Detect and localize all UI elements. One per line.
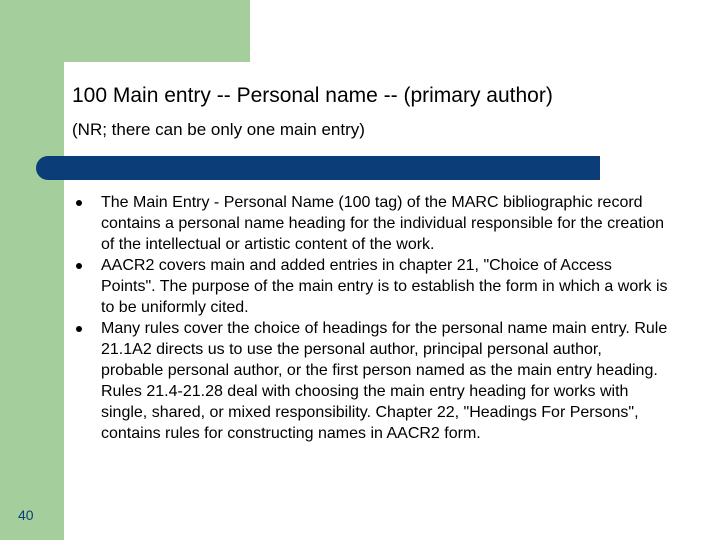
page-number: 40 [18, 507, 34, 523]
bullet-text: The Main Entry - Personal Name (100 tag) of the MARC bibliographic record contains a personal name heading for the individual responsible for the creation of the intellectual or artistic content of the work. [101, 194, 665, 253]
slide-subtitle: (NR; there can be only one main entry) [72, 120, 365, 139]
bullet-text: Many rules cover the choice of headings for the personal name main entry. Rule 21.1A2 directs us to use the personal author, principal personal author, probable personal author, or the first person named as the main entry heading. Rules 21.4-21.28 deal with choosing the main entry heading for works with single, shared, or mixed responsibility. Chapter 22, "Headings For Persons", contains rules for constructing names in AACR2 form. [101, 320, 668, 442]
bullet-list [68, 192, 668, 444]
bullet-item [68, 255, 668, 318]
bullet-dot-icon [76, 326, 82, 332]
title-divider-bar [36, 156, 600, 180]
top-green-block [0, 0, 250, 62]
bullet-dot-icon [76, 200, 82, 206]
bullet-item [68, 192, 668, 255]
left-green-band [0, 0, 64, 540]
bullet-text: AACR2 covers main and added entries in chapter 21, "Choice of Access Points". The purpose of the main entry is to establish the form in which a work is to be uniformly cited. [101, 257, 668, 316]
slide-title: 100 Main entry -- Personal name -- (primary author) [72, 84, 553, 107]
bullet-item [68, 318, 668, 444]
bullet-dot-icon [76, 263, 82, 269]
